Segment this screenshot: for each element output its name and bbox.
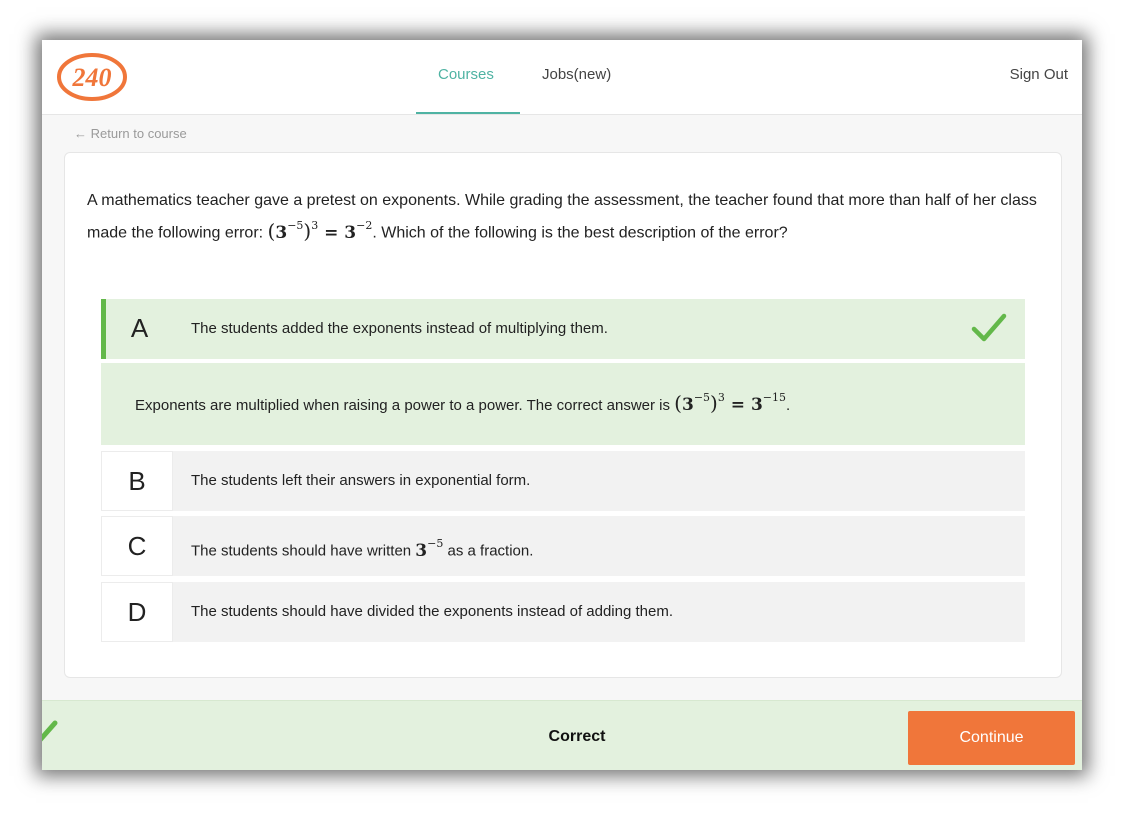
choice-text-after: as a fraction. [443,542,534,560]
question-text-part1: A mathematics teacher gave a pretest on exponents. While grading the assessment, the teacher found that more than half of her class made the following error: [87,192,1037,242]
choice-text-before: The students should have written [191,542,416,560]
question-text [87,187,1037,247]
app-window [42,40,1082,770]
answer-explanation [101,363,1025,445]
question-text-part2: . Which of the following is the best description of the error? [372,224,788,242]
choice-text: The students should have divided the exponents instead of adding them. [191,603,673,620]
question-card [64,152,1062,678]
logo-240[interactable] [56,52,128,102]
checkmark-icon [971,313,1007,343]
choice-a[interactable] [101,299,1025,359]
return-to-course-link[interactable]: ← Return to course [74,126,187,141]
choice-b[interactable] [101,451,1025,511]
logo-text: 240 [72,63,112,92]
nav-jobs[interactable]: Jobs(new) [542,66,612,83]
choice-d[interactable] [101,582,1025,642]
continue-button[interactable]: Continue [908,711,1075,765]
choice-c[interactable] [101,516,1025,576]
active-tab-indicator [416,112,520,114]
nav-courses[interactable]: Courses [438,66,494,83]
explanation-text: Exponents are multiplied when raising a power to a power. The correct answer is $(3^{-5})^3 = 3^{-15}$. [135,391,791,415]
question-math-expression: $(3^{-5})^3 = 3^{-2}$ [267,218,373,243]
feedback-footer [42,700,1082,770]
choice-math-expression: $3^{-5}$ [415,537,444,561]
top-navigation [42,40,1082,115]
explanation-math-expression: $(3^{-5})^3 = 3^{-15}$ [674,391,786,415]
sign-out-link[interactable]: Sign Out [1009,66,1068,83]
choice-text: The students added the exponents instead of multiplying them. [191,320,608,337]
choice-letter: B [101,451,173,511]
choice-text [191,516,533,582]
explanation-text-body: Exponents are multiplied when raising a power to a power. The correct answer is [135,397,675,414]
choice-letter: A [101,299,173,359]
choice-letter: C [101,516,173,576]
result-status: Correct [548,728,606,745]
choice-letter: D [101,582,173,642]
choice-text: The students left their answers in exponential form. [191,472,531,489]
